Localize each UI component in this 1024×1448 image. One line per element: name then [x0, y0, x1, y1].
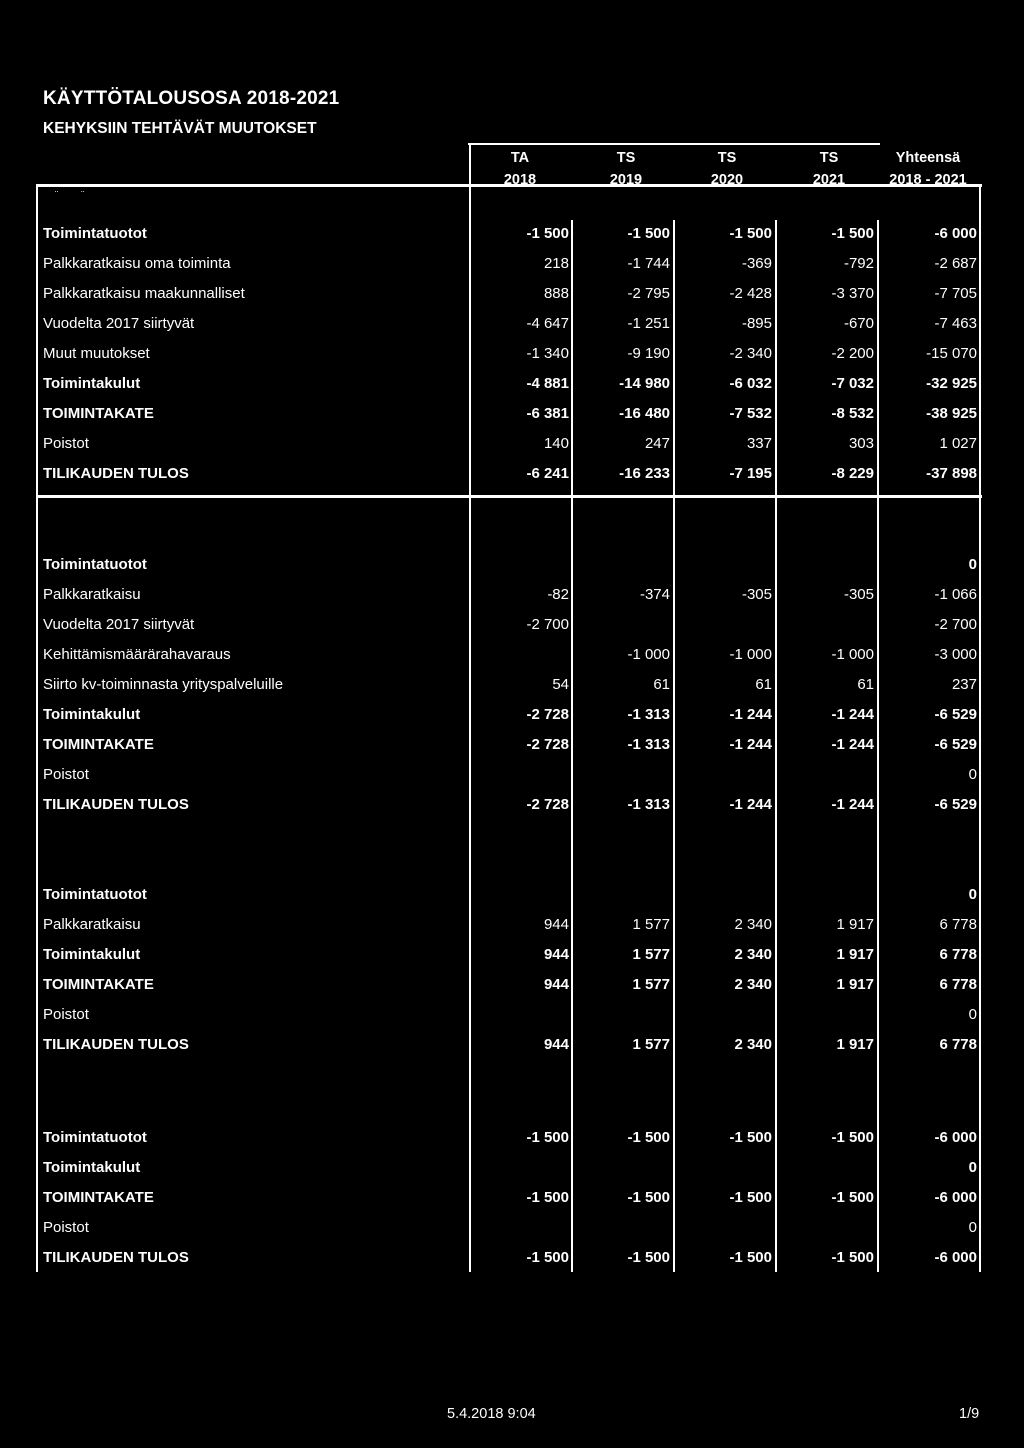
row-value: -895	[741, 315, 772, 332]
row-value: -1 313	[627, 706, 670, 723]
row-value: -7 705	[934, 285, 977, 302]
row-value: -1 244	[729, 706, 772, 723]
row-value: 54	[552, 676, 569, 693]
row-label: TILIKAUDEN TULOS	[43, 1249, 189, 1266]
row-value: -1 500	[831, 1189, 874, 1206]
row-value: -4 881	[526, 375, 569, 392]
column-header	[774, 147, 884, 191]
row-value: -1 500	[526, 1189, 569, 1206]
table-row	[0, 1003, 1024, 1027]
row-value: 6 778	[939, 946, 977, 963]
row-value: -2 795	[627, 285, 670, 302]
row-value: 1 917	[836, 1036, 874, 1053]
table-row	[0, 973, 1024, 997]
column-rule	[673, 220, 675, 1272]
row-value: 1 027	[939, 435, 977, 452]
row-value: -37 898	[926, 465, 977, 482]
row-value: 337	[746, 435, 772, 452]
header-top-rule	[468, 143, 880, 145]
row-value: -6 529	[934, 736, 977, 753]
table-row	[0, 342, 1024, 366]
row-label: Palkkaratkaisu	[43, 586, 141, 603]
row-value: -1 244	[831, 706, 874, 723]
row-value: -32 925	[926, 375, 977, 392]
row-value: -1 000	[627, 646, 670, 663]
row-value: 0	[968, 1219, 977, 1236]
row-value: -1 066	[934, 586, 977, 603]
row-value: -2 340	[729, 345, 772, 362]
row-value: -82	[547, 586, 569, 603]
row-value: 6 778	[939, 916, 977, 933]
row-value: -6 241	[526, 465, 569, 482]
row-value: -8 229	[831, 465, 874, 482]
row-value: -7 195	[729, 465, 772, 482]
row-value: -1 500	[831, 1249, 874, 1266]
row-value: -2 428	[729, 285, 772, 302]
table-row	[0, 703, 1024, 727]
row-value: -2 700	[934, 616, 977, 633]
column-header	[465, 147, 575, 191]
row-value: 218	[543, 255, 569, 272]
row-value: -6 000	[934, 1189, 977, 1206]
row-label: TOIMINTAKATE	[43, 736, 154, 753]
row-label: TOIMINTAKATE	[43, 976, 154, 993]
row-value: 944	[543, 916, 569, 933]
row-value: -2 728	[526, 736, 569, 753]
row-label: Toimintakulut	[43, 1159, 141, 1176]
row-label: Toimintatuotot	[43, 1129, 147, 1146]
column-header-top: TA	[510, 150, 530, 166]
row-value: 247	[644, 435, 670, 452]
row-label: Poistot	[43, 766, 89, 783]
table-row	[0, 553, 1024, 577]
row-value: 888	[543, 285, 569, 302]
table-row	[0, 1126, 1024, 1150]
row-label: Siirto kv-toiminnasta yrityspalveluille	[43, 676, 284, 693]
row-value: -4 647	[526, 315, 569, 332]
row-value: 2 340	[734, 976, 772, 993]
row-value: -1 313	[627, 736, 670, 753]
section-separator	[36, 495, 982, 498]
table-row	[0, 282, 1024, 306]
table-row	[0, 1216, 1024, 1240]
row-value: 1 917	[836, 976, 874, 993]
table-row	[0, 913, 1024, 937]
row-value: -1 744	[627, 255, 670, 272]
row-value: -6 000	[934, 1249, 977, 1266]
column-header-top: Yhteensä	[895, 150, 961, 166]
row-label: TILIKAUDEN TULOS	[43, 465, 189, 482]
row-value: -2 700	[526, 616, 569, 633]
row-label: TILIKAUDEN TULOS	[43, 1036, 189, 1053]
row-value: -305	[843, 586, 874, 603]
row-value: 1 917	[836, 946, 874, 963]
row-value: 1 577	[632, 916, 670, 933]
row-label: Toimintakulut	[43, 706, 141, 723]
row-value: -305	[741, 586, 772, 603]
row-value: 303	[848, 435, 874, 452]
row-label: Toimintatuotot	[43, 225, 147, 242]
row-value: -1 500	[729, 1189, 772, 1206]
column-rule	[571, 220, 573, 1272]
row-value: 6 778	[939, 976, 977, 993]
row-value: -2 728	[526, 796, 569, 813]
row-value: -670	[843, 315, 874, 332]
row-value: -7 463	[934, 315, 977, 332]
table-row	[0, 252, 1024, 276]
row-value: -7 032	[831, 375, 874, 392]
row-label: Vuodelta 2017 siirtyvät	[43, 315, 195, 332]
row-value: 0	[968, 766, 977, 783]
row-value: 1 917	[836, 916, 874, 933]
row-value: 1 577	[632, 946, 670, 963]
table-row	[0, 643, 1024, 667]
row-value: -1 244	[729, 796, 772, 813]
row-value: -14 980	[619, 375, 670, 392]
row-value: 6 778	[939, 1036, 977, 1053]
column-header-top: TS	[819, 150, 839, 166]
table-row	[0, 1033, 1024, 1057]
row-value: -1 000	[831, 646, 874, 663]
row-value: -1 500	[627, 1249, 670, 1266]
row-value: -9 190	[627, 345, 670, 362]
row-label: Toimintatuotot	[43, 556, 147, 573]
row-value: 2 340	[734, 946, 772, 963]
row-value: -2 728	[526, 706, 569, 723]
row-value: -8 532	[831, 405, 874, 422]
row-value: -1 500	[627, 225, 670, 242]
row-value: -3 370	[831, 285, 874, 302]
table-row	[0, 943, 1024, 967]
row-value: 2 340	[734, 916, 772, 933]
row-value: 140	[543, 435, 569, 452]
column-rule	[877, 220, 879, 1272]
row-value: -1 244	[831, 796, 874, 813]
footer-date: 5.4.2018 9:04	[447, 1406, 536, 1422]
row-value: -2 687	[934, 255, 977, 272]
row-value: -2 200	[831, 345, 874, 362]
column-header-bottom: 2018 - 2021	[889, 172, 967, 188]
table-row	[0, 402, 1024, 426]
row-value: -1 500	[526, 1129, 569, 1146]
row-label: Toimintakulut	[43, 375, 141, 392]
row-value: -3 000	[934, 646, 977, 663]
table-row	[0, 613, 1024, 637]
table-row	[0, 432, 1024, 456]
row-label: TOIMINTAKATE	[43, 1189, 154, 1206]
row-value: -1 340	[526, 345, 569, 362]
table-row	[0, 763, 1024, 787]
row-value: -1 244	[729, 736, 772, 753]
row-value: 2 340	[734, 1036, 772, 1053]
row-label: Kehittämismäärärahavaraus	[43, 646, 231, 663]
column-header-bottom: 2018	[503, 172, 537, 188]
row-value: 1 577	[632, 976, 670, 993]
table-row	[0, 583, 1024, 607]
column-header-bottom: 2019	[609, 172, 643, 188]
row-value: -1 500	[831, 1129, 874, 1146]
column-rule	[775, 220, 777, 1272]
row-value: -1 251	[627, 315, 670, 332]
table-row	[0, 673, 1024, 697]
row-value: -374	[639, 586, 670, 603]
row-value: -6 032	[729, 375, 772, 392]
table-row	[0, 462, 1024, 486]
column-header-bottom: 2020	[710, 172, 744, 188]
table-row	[0, 793, 1024, 817]
column-header	[672, 147, 782, 191]
row-value: 0	[968, 556, 977, 573]
table-row	[0, 312, 1024, 336]
row-value: -1 000	[729, 646, 772, 663]
row-label: TOIMINTAKATE	[43, 405, 154, 422]
row-value: -1 313	[627, 796, 670, 813]
row-label: Toimintatuotot	[43, 886, 147, 903]
column-header	[873, 147, 983, 191]
right-rule	[979, 185, 981, 1272]
row-value: -1 500	[729, 225, 772, 242]
table-row	[0, 1156, 1024, 1180]
row-value: -6 529	[934, 796, 977, 813]
row-value: -15 070	[926, 345, 977, 362]
table-row	[0, 1246, 1024, 1270]
row-value: 61	[653, 676, 670, 693]
row-value: 944	[543, 976, 569, 993]
row-label: Vuodelta 2017 siirtyvät	[43, 616, 195, 633]
row-label: Poistot	[43, 435, 89, 452]
row-value: 61	[755, 676, 772, 693]
row-value: -1 500	[526, 225, 569, 242]
table-row	[0, 733, 1024, 757]
row-value: -6 000	[934, 225, 977, 242]
column-header-bottom: 2021	[812, 172, 846, 188]
row-value: -792	[843, 255, 874, 272]
row-label: Toimintakulut	[43, 946, 141, 963]
row-value: 0	[968, 886, 977, 903]
row-value: -38 925	[926, 405, 977, 422]
row-value: 1 577	[632, 1036, 670, 1053]
row-label: Poistot	[43, 1219, 89, 1236]
row-value: -6 381	[526, 405, 569, 422]
row-value: -369	[741, 255, 772, 272]
table-row	[0, 372, 1024, 396]
column-header-top: TS	[616, 150, 636, 166]
column-header-top: TS	[717, 150, 737, 166]
row-value: 61	[857, 676, 874, 693]
table-row	[0, 222, 1024, 246]
row-label: Muut muutokset	[43, 345, 150, 362]
row-label: Palkkaratkaisu oma toiminta	[43, 255, 231, 272]
row-value: -16 233	[619, 465, 670, 482]
row-value: -6 529	[934, 706, 977, 723]
row-label: Palkkaratkaisu maakunnalliset	[43, 285, 245, 302]
left-rule	[36, 185, 38, 1272]
row-value: -1 500	[627, 1189, 670, 1206]
row-value: -1 500	[831, 225, 874, 242]
footer-page-number: 1/9	[959, 1406, 980, 1422]
row-value: -7 532	[729, 405, 772, 422]
row-value: -1 500	[627, 1129, 670, 1146]
row-value: 0	[968, 1006, 977, 1023]
row-value: -6 000	[934, 1129, 977, 1146]
table-row	[0, 1186, 1024, 1210]
row-value: -1 244	[831, 736, 874, 753]
row-label: Palkkaratkaisu	[43, 916, 141, 933]
row-value: 0	[968, 1159, 977, 1176]
row-value: 944	[543, 946, 569, 963]
row-value: -1 500	[729, 1249, 772, 1266]
row-value: 944	[543, 1036, 569, 1053]
page-title: KÄYTTÖTALOUSOSA 2018-2021	[43, 88, 340, 109]
row-label: Poistot	[43, 1006, 89, 1023]
column-rule	[469, 143, 471, 1272]
page-subtitle: KEHYKSIIN TEHTÄVÄT MUUTOKSET	[43, 120, 317, 137]
row-label: TILIKAUDEN TULOS	[43, 796, 189, 813]
header-cut-text: ¨ ¨	[55, 190, 95, 201]
row-value: 237	[951, 676, 977, 693]
table-row	[0, 883, 1024, 907]
row-value: -1 500	[729, 1129, 772, 1146]
row-value: -16 480	[619, 405, 670, 422]
row-value: -1 500	[526, 1249, 569, 1266]
column-header	[571, 147, 681, 191]
